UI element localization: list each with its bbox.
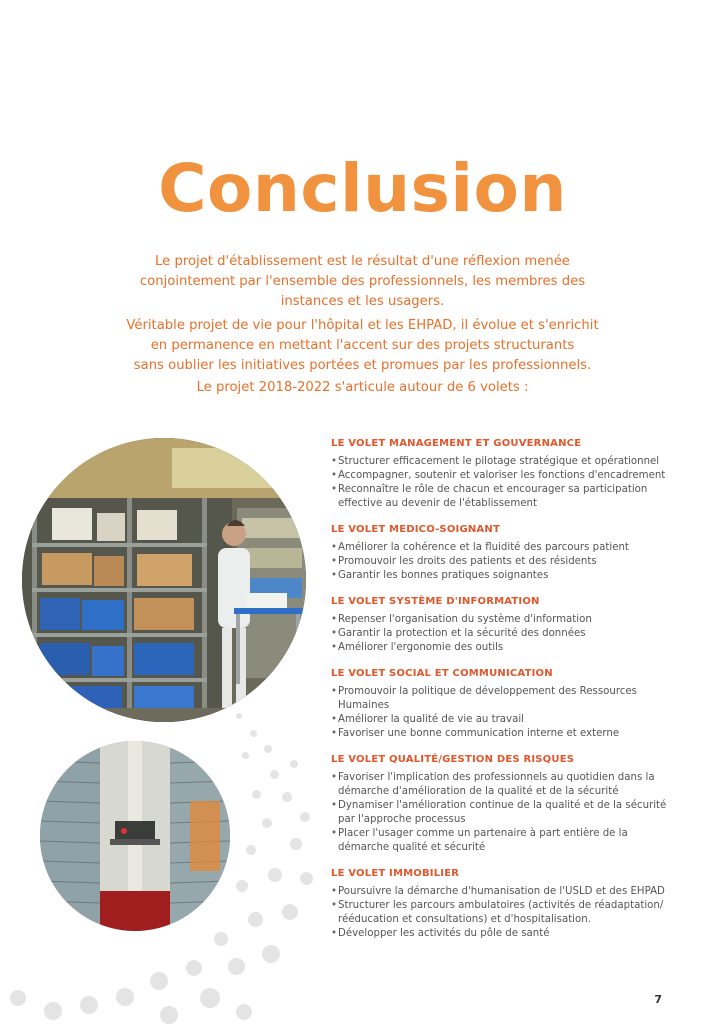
- volet-qualite-risques: [331, 754, 676, 855]
- decorative-dot: [268, 868, 282, 882]
- section-heading: LE VOLET SYSTÈME D'INFORMATION: [331, 596, 540, 607]
- list-item: • Améliorer la qualité de vie au travail: [331, 713, 676, 727]
- list-item: • Promouvoir les droits des patients et des résidents: [331, 555, 676, 569]
- list-item: • Placer l'usager comme un partenaire à part entière de la démarche qualité et sécurité: [331, 827, 676, 855]
- decorative-dot: [282, 904, 298, 920]
- decorative-dot: [116, 988, 134, 1006]
- volet-medico-soignant: [331, 524, 676, 583]
- decorative-dot: [150, 972, 168, 990]
- decorative-dot: [214, 932, 228, 946]
- volet-social-communication: [331, 668, 676, 741]
- pharmacy-storeroom-photo: [22, 438, 306, 722]
- intro-line: en permanence en mettant l'accent sur des projets structurants: [150, 338, 575, 353]
- list-item: • Améliorer la cohérence et la fluidité des parcours patient: [331, 541, 676, 555]
- decorative-dot: [300, 872, 313, 885]
- list-item: • Améliorer l'ergonomie des outils: [331, 641, 676, 655]
- volet-immobilier: [331, 868, 676, 941]
- list-item: • Favoriser l'implication des professionnels au quotidien dans la démarche d'amélioration de la qualité et de la sécurité: [331, 771, 676, 799]
- intro-paragraph-3: [60, 378, 665, 398]
- decorative-dot: [236, 880, 248, 892]
- volets-list: [331, 438, 676, 954]
- decorative-dot: [300, 812, 310, 822]
- list-item: • Repenser l'organisation du système d'information: [331, 613, 676, 627]
- list-item: • Reconnaître le rôle de chacun et encourager sa participation effective au devenir de l'établissement: [331, 483, 676, 511]
- decorative-dot: [290, 838, 302, 850]
- list-item: • Garantir les bonnes pratiques soignantes: [331, 569, 676, 583]
- decorative-dot: [248, 912, 263, 927]
- decorative-dot: [262, 945, 280, 963]
- intro-line: instances et les usagers.: [280, 294, 445, 309]
- page-title: Conclusion: [158, 150, 567, 227]
- decorative-dot: [290, 760, 298, 768]
- volet-systeme-information: [331, 596, 676, 655]
- intro-line: Le projet 2018-2022 s'articule autour de 6 volets :: [196, 380, 529, 395]
- pharmacy-robot-illustration: [40, 741, 230, 931]
- pharmacy-robot-photo: [40, 741, 230, 931]
- list-item: • Favoriser une bonne communication interne et externe: [331, 727, 676, 741]
- decorative-dot: [236, 713, 242, 719]
- decorative-dot: [228, 958, 245, 975]
- section-heading: LE VOLET MEDICO-SOIGNANT: [331, 524, 500, 535]
- decorative-dot: [10, 990, 26, 1006]
- list-item: • Structurer efficacement le pilotage stratégique et opérationnel: [331, 455, 676, 469]
- decorative-dot: [282, 792, 292, 802]
- volet-management: [331, 438, 676, 511]
- list-item: • Poursuivre la démarche d'humanisation de l'USLD et des EHPAD: [331, 885, 676, 899]
- intro-line: conjointement par l'ensemble des professionnels, les membres des: [139, 274, 586, 289]
- decorative-dot: [250, 730, 257, 737]
- decorative-dot: [270, 770, 279, 779]
- decorative-dot: [186, 960, 202, 976]
- decorative-dot: [160, 1006, 178, 1024]
- pharmacy-storeroom-illustration: [22, 438, 306, 722]
- intro-line: Le projet d'établissement est le résultat d'une réflexion menée: [155, 254, 570, 269]
- section-heading: LE VOLET IMMOBILIER: [331, 868, 460, 879]
- page-number: 7: [654, 993, 662, 1006]
- intro-line: Véritable projet de vie pour l'hôpital et les EHPAD, il évolue et s'enrichit: [126, 318, 599, 333]
- section-heading: LE VOLET SOCIAL ET COMMUNICATION: [331, 668, 553, 679]
- decorative-dot: [236, 1004, 252, 1020]
- decorative-dot: [262, 818, 272, 828]
- section-heading: LE VOLET QUALITÉ/GESTION DES RISQUES: [331, 754, 575, 765]
- list-item: • Développer les activités du pôle de santé: [331, 927, 676, 941]
- section-heading: LE VOLET MANAGEMENT ET GOUVERNANCE: [331, 438, 582, 449]
- intro-paragraph-2: [60, 316, 665, 376]
- list-item: • Garantir la protection et la sécurité des données: [331, 627, 676, 641]
- decorative-dot: [80, 996, 98, 1014]
- decorative-dot: [44, 1002, 62, 1020]
- list-item: • Structurer les parcours ambulatoires (activités de réadaptation/ rééducation et consultations) et d'hospitalisation.: [331, 899, 676, 927]
- decorative-dot: [242, 752, 249, 759]
- decorative-dot: [200, 988, 220, 1008]
- list-item: • Dynamiser l'amélioration continue de la qualité et de la sécurité par l'approche processus: [331, 799, 676, 827]
- intro-paragraph-1: [60, 252, 665, 312]
- decorative-dot: [252, 790, 261, 799]
- decorative-dot: [246, 845, 256, 855]
- list-item: • Promouvoir la politique de développement des Ressources Humaines: [331, 685, 676, 713]
- list-item: • Accompagner, soutenir et valoriser les fonctions d'encadrement: [331, 469, 676, 483]
- intro-line: sans oublier les initiatives portées et promues par les professionnels.: [133, 358, 592, 373]
- decorative-dot: [264, 745, 272, 753]
